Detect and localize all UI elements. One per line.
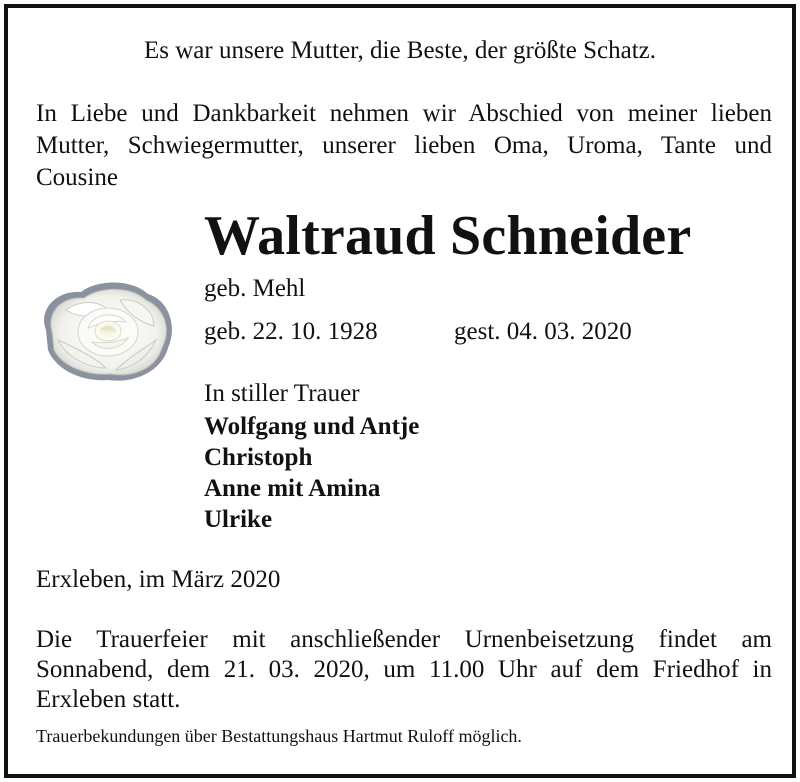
birth-date: geb. 22. 10. 1928	[204, 318, 378, 345]
white-rose-icon	[36, 270, 180, 388]
ceremony-line-2: Sonnabend, dem 21. 03. 2020, um 11.00 Uhr auf dem Friedhof in	[36, 656, 772, 683]
intro-paragraph	[36, 98, 772, 194]
intro-line-2: Mutter, Schwiegermutter, unserer lieben Oma, Uroma, Tante und	[36, 132, 772, 159]
mourning-label: In stiller Trauer	[204, 380, 360, 407]
obituary-notice	[4, 4, 796, 778]
ceremony-paragraph	[36, 625, 772, 715]
intro-line-3: Cousine	[36, 164, 118, 191]
ceremony-line-1: Die Trauerfeier mit anschließender Urnenbeisetzung findet am	[36, 626, 772, 653]
intro-line-1: In Liebe und Dankbarkeit nehmen wir Abschied von meiner lieben	[36, 100, 772, 127]
ceremony-line-3: Erxleben statt.	[36, 686, 181, 713]
mourner-name: Anne mit Amina	[204, 475, 381, 502]
mourner-name: Christoph	[204, 444, 313, 471]
deceased-name: Waltraud Schneider	[204, 205, 692, 267]
mourner-name: Ulrike	[204, 506, 273, 533]
motto-text: Es war unsere Mutter, die Beste, der größte Schatz.	[143, 37, 657, 64]
death-date: gest. 04. 03. 2020	[454, 318, 632, 345]
maiden-name: geb. Mehl	[204, 275, 306, 302]
place-date: Erxleben, im März 2020	[36, 566, 281, 593]
footer-note: Trauerbekundungen über Bestattungshaus Hartmut Ruloff möglich.	[36, 726, 522, 746]
mourner-name: Wolfgang und Antje	[204, 413, 420, 440]
